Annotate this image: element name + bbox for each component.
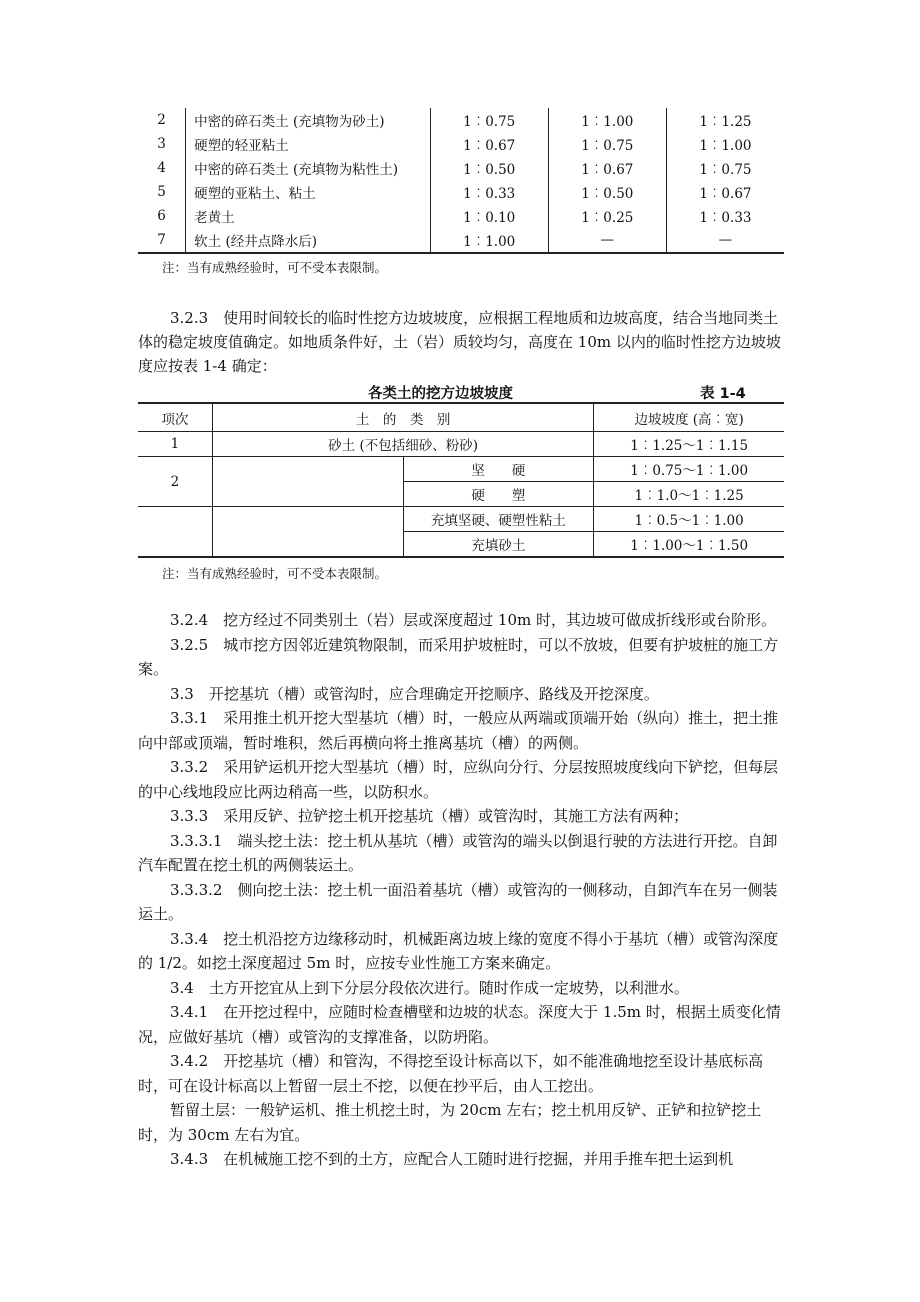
paragraph-3-2-3 bbox=[138, 306, 784, 378]
empty-cell bbox=[212, 507, 403, 558]
slope-value: 1︰1.00～1︰1.50 bbox=[594, 532, 784, 558]
table-row bbox=[138, 132, 784, 156]
excavation-slope-table bbox=[138, 402, 784, 558]
paragraph-text: 3.2.3 使用时间较长的临时性挖方边坡坡度，应根据工程地质和边坡高度，结合当地同类土体的稳定坡度值确定。如地质条件好，土（岩）质较均匀，高度在 10m 以内的临时性挖方边坡坡度应按表 1-4 确定： bbox=[138, 309, 781, 375]
table-row bbox=[138, 156, 784, 180]
table-row bbox=[138, 180, 784, 204]
slope-value: 1︰0.67 bbox=[430, 132, 548, 156]
table-row bbox=[138, 204, 784, 228]
slope-value: 1︰0.67 bbox=[548, 156, 666, 180]
paragraph: 3.3.3.2 侧向挖土法：挖土机一面沿着基坑（槽）或管沟的一侧移动，自卸汽车在另一侧装运土。 bbox=[138, 880, 778, 923]
header-cell: 土 的 类 别 bbox=[212, 403, 593, 432]
paragraph: 3.4 土方开挖宜从上到下分层分段依次进行。随时作成一定坡势，以利泄水。 bbox=[170, 978, 689, 997]
slope-value: 1︰0.10 bbox=[430, 204, 548, 228]
slope-table-continuation bbox=[138, 108, 784, 254]
row-number: 3 bbox=[138, 132, 186, 156]
table-note: 注：当有成熟经验时，可不受本表限制。 bbox=[162, 260, 388, 275]
soil-name: 中密的碎石类土 (充填物为粘性土) bbox=[186, 156, 430, 180]
table-row bbox=[138, 432, 784, 457]
slope-value: 1︰0.50 bbox=[430, 156, 548, 180]
paragraph: 3.2.5 城市挖方因邻近建筑物限制，而采用护坡桩时，可以不放坡，但要有护坡桩的施工方案。 bbox=[138, 635, 779, 678]
slope-value: — bbox=[666, 228, 784, 253]
table-label: 表 1-4 bbox=[700, 386, 746, 402]
slope-value: 1︰1.00 bbox=[699, 138, 752, 154]
slope-value: 1︰1.00 bbox=[548, 108, 666, 132]
soil-name: 软土 (经井点降水后) bbox=[186, 228, 430, 253]
table-row bbox=[138, 507, 784, 532]
slope-value: 1︰1.00 bbox=[430, 228, 548, 253]
paragraph: 3.4.2 开挖基坑（槽）和管沟，不得挖至设计标高以下，如不能准确地挖至设计基底标高时，可在设计标高以上暂留一层土不挖，以便在抄平后，由人工挖出。 bbox=[138, 1052, 764, 1095]
row-number: 2 bbox=[138, 108, 186, 132]
paragraph: 暂留土层：一般铲运机、推土机挖土时，为 20cm 左右；挖土机用反铲、正铲和拉铲挖土时，为 30cm 左右为宜。 bbox=[138, 1101, 762, 1144]
slope-value: 1︰0.25 bbox=[548, 204, 666, 228]
slope-value: 1︰1.0～1︰1.25 bbox=[594, 482, 784, 507]
header-cell: 边坡坡度 (高︰宽) bbox=[594, 403, 784, 432]
row-number: 5 bbox=[138, 180, 186, 204]
slope-value: 1︰0.33 bbox=[699, 210, 752, 226]
slope-value: 1︰1.25 bbox=[699, 114, 752, 130]
paragraph: 3.4.3 在机械施工挖不到的土方，应配合人工随时进行挖掘，并用手推车把土运到机 bbox=[170, 1150, 734, 1168]
soil-name: 中密的碎石类土 (充填物为砂土) bbox=[186, 108, 430, 132]
header-cell: 项次 bbox=[138, 403, 212, 432]
slope-value: 1︰0.33 bbox=[430, 180, 548, 204]
slope-value: 1︰0.75 bbox=[699, 162, 752, 178]
paragraph: 3.4.1 在开挖过程中，应随时检查槽壁和边坡的状态。深度大于 1.5m 时，根据土质变化情况，应做好基坑（槽）或管沟的支撑准备，以防坍陷。 bbox=[138, 1003, 781, 1046]
paragraph: 3.3.3.1 端头挖土法：挖土机从基坑（槽）或管沟的端头以倒退行驶的方法进行开挖。自卸汽车配置在挖土机的两侧装运土。 bbox=[138, 831, 778, 874]
row-number: 4 bbox=[138, 156, 186, 180]
table-title: 各类土的挖方边坡坡度 bbox=[368, 386, 513, 402]
table-row bbox=[138, 108, 784, 132]
slope-value: — bbox=[548, 228, 666, 253]
slope-value: 1︰0.5～1︰1.00 bbox=[594, 507, 784, 532]
table-note: 注：当有成熟经验时，可不受本表限制。 bbox=[162, 566, 388, 581]
soil-subtype: 硬 塑 bbox=[403, 482, 594, 507]
soil-subtype: 充填坚硬、硬塑性粘土 bbox=[403, 507, 594, 532]
row-number: 7 bbox=[138, 228, 186, 253]
paragraph: 3.3.2 采用铲运机开挖大型基坑（槽）时，应纵向分行、分层按照坡度线向下铲挖，但每层的中心线地段应比两边稍高一些，以防积水。 bbox=[138, 758, 779, 801]
soil-name: 老黄土 bbox=[186, 204, 430, 228]
row-number: 6 bbox=[138, 204, 186, 228]
paragraph: 3.2.4 挖方经过不同类别土（岩）层或深度超过 10m 时，其边坡可做成折线形或台阶形。 bbox=[170, 611, 777, 629]
table-row bbox=[138, 228, 784, 253]
soil-name: 硬塑的亚粘土、粘土 bbox=[186, 180, 430, 204]
soil-subtype: 坚 硬 bbox=[403, 457, 594, 482]
slope-value: 1︰0.67 bbox=[699, 186, 752, 202]
slope-value: 1︰0.50 bbox=[548, 180, 666, 204]
slope-value: 1︰0.75～1︰1.00 bbox=[594, 457, 784, 482]
row-number: 2 bbox=[138, 457, 212, 507]
paragraph: 3.3 开挖基坑（槽）或管沟时，应合理确定开挖顺序、路线及开挖深度。 bbox=[170, 684, 659, 703]
slope-value: 1︰0.75 bbox=[430, 108, 548, 132]
table-header-row bbox=[138, 403, 784, 432]
empty-cell bbox=[212, 457, 403, 507]
soil-name: 硬塑的轻亚粘土 bbox=[186, 132, 430, 156]
table-row bbox=[138, 457, 784, 482]
body-text bbox=[138, 608, 784, 1172]
paragraph: 3.3.1 采用推土机开挖大型基坑（槽）时，一般应从两端或顶端开始（纵向）推土，把土推向中部或顶端，暂时堆积，然后再横向将土推离基坑（槽）的两侧。 bbox=[138, 709, 779, 752]
paragraph: 3.3.3 采用反铲、拉铲挖土机开挖基坑（槽）或管沟时，其施工方法有两种； bbox=[170, 807, 689, 825]
paragraph: 3.3.4 挖土机沿挖方边缘移动时，机械距离边坡上缘的宽度不得小于基坑（槽）或管沟深度的 1/2。如挖土深度超过 5m 时，应按专业性施工方案来确定。 bbox=[138, 929, 779, 972]
soil-subtype: 充填砂土 bbox=[403, 532, 594, 558]
slope-value: 1︰1.25～1︰1.15 bbox=[594, 432, 784, 457]
empty-cell bbox=[138, 507, 212, 558]
soil-type: 砂土 (不包括细砂、粉砂) bbox=[212, 432, 593, 457]
slope-value: 1︰0.75 bbox=[548, 132, 666, 156]
row-number: 1 bbox=[138, 432, 212, 457]
